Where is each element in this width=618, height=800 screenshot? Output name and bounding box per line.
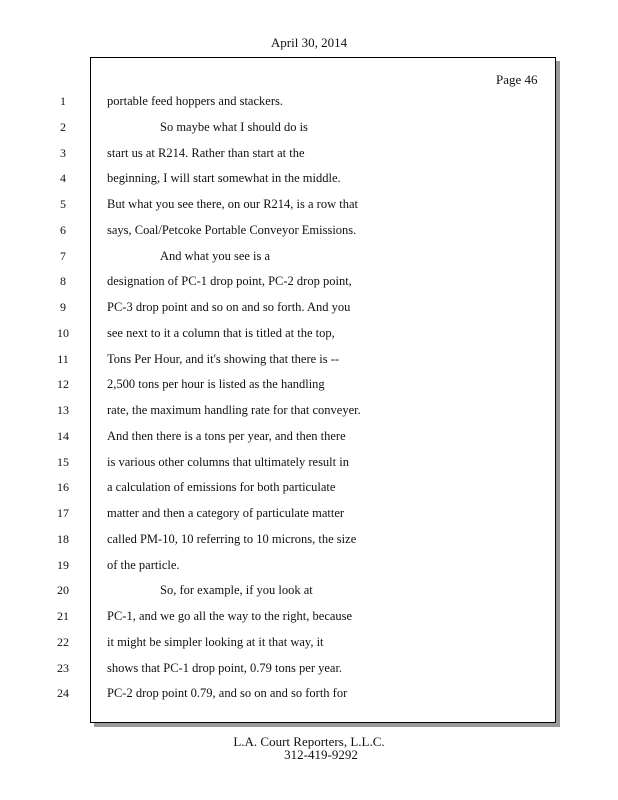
line-number: 22	[57, 635, 69, 649]
transcript-line-text: Tons Per Hour, and it's showing that there is --	[107, 352, 340, 366]
line-number: 1	[60, 94, 66, 108]
transcript-line-text: it might be simpler looking at it that way, it	[107, 635, 324, 649]
transcript-line-text: PC-1, and we go all the way to the right, because	[107, 609, 353, 623]
line-number: 15	[57, 455, 69, 469]
line-number: 14	[57, 429, 69, 443]
transcript-line-text: matter and then a category of particulate matter	[107, 506, 345, 520]
line-number: 23	[57, 661, 69, 675]
line-number: 17	[57, 506, 69, 520]
transcript-line-text: shows that PC-1 drop point, 0.79 tons per year.	[107, 661, 343, 675]
line-number: 10	[57, 326, 69, 340]
transcript-line-text: 2,500 tons per hour is listed as the handling	[107, 377, 325, 391]
line-number: 16	[57, 480, 69, 494]
transcript-line-text: And what you see is a	[160, 249, 271, 263]
transcript-line-text: is various other columns that ultimately result in	[107, 455, 349, 469]
line-number: 7	[60, 249, 66, 263]
page-number: Page 46	[496, 72, 538, 87]
transcript-line-text: PC-2 drop point 0.79, and so on and so forth for	[107, 686, 348, 700]
transcript-line-text: says, Coal/Petcoke Portable Conveyor Emissions.	[107, 223, 357, 237]
line-number: 19	[57, 558, 69, 572]
line-number: 4	[60, 171, 66, 185]
line-number: 11	[57, 352, 69, 366]
transcript-line-text: start us at R214. Rather than start at the	[107, 146, 305, 160]
footer-company: L.A. Court Reporters, L.L.C.	[233, 734, 385, 749]
transcript-line-text: portable feed hoppers and stackers.	[107, 94, 283, 108]
line-number: 2	[60, 120, 66, 134]
line-number: 12	[57, 377, 69, 391]
transcript-date: April 30, 2014	[270, 35, 348, 50]
transcript-line-text: called PM-10, 10 referring to 10 microns, the size	[107, 532, 357, 546]
transcript-line-text: And then there is a tons per year, and then there	[107, 429, 346, 443]
footer-phone: 312-419-9292	[284, 747, 358, 762]
line-number: 20	[57, 583, 69, 597]
transcript-line-text: of the particle.	[107, 558, 180, 572]
transcript-line-text: So, for example, if you look at	[160, 583, 313, 597]
transcript-line-text: designation of PC-1 drop point, PC-2 drop point,	[107, 274, 352, 288]
line-number: 8	[60, 274, 66, 288]
line-number: 13	[57, 403, 69, 417]
transcript-line-text: PC-3 drop point and so on and so forth. And you	[107, 300, 351, 314]
transcript-line-text: rate, the maximum handling rate for that conveyer.	[107, 403, 361, 417]
transcript-line-text: So maybe what I should do is	[160, 120, 308, 134]
line-number: 9	[60, 300, 66, 314]
line-number: 24	[57, 686, 69, 700]
line-number: 6	[60, 223, 66, 237]
transcript-line-text: beginning, I will start somewhat in the middle.	[107, 171, 341, 185]
transcript-line-text: But what you see there, on our R214, is a row that	[107, 197, 358, 211]
transcript-line-text: see next to it a column that is titled at the top,	[107, 326, 335, 340]
line-number: 3	[60, 146, 66, 160]
line-number: 21	[57, 609, 69, 623]
transcript-line-text: a calculation of emissions for both particulate	[107, 480, 336, 494]
line-number: 5	[60, 197, 66, 211]
line-number: 18	[57, 532, 69, 546]
